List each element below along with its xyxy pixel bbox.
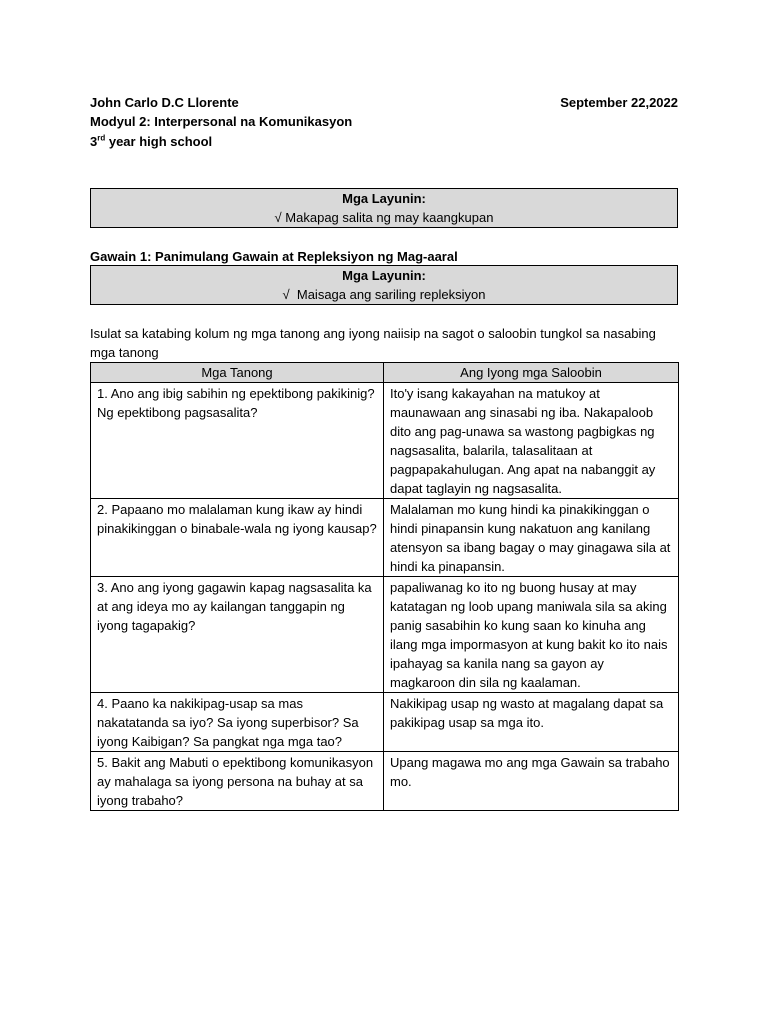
table-row [91,383,679,499]
objective-box-1-title: Mga Layunin: [342,191,426,206]
question-cell: 3. Ano ang iyong gagawin kapag nagsasalita ka at ang ideya mo ay kailangan tanggapin ng iyong tagapakig? [91,577,384,693]
questions-table [90,362,679,811]
module-title: Modyul 2: Interpersonal na Komunikasyon [90,114,353,129]
student-name: John Carlo D.C Llorente [90,95,239,110]
question-cell: 2. Papaano mo malalaman kung ikaw ay hindi pinakikinggan o binabale-wala ng iyong kausap? [91,499,384,577]
objective-box-2-item: √ Maisaga ang sariling repleksiyon [282,287,486,302]
answer-cell: Ito'y isang kakayahan na matukoy at maunawaan ang sinasabi ng iba. Nakapaloob dito ang pag-unawa sa wastong pagbigkas ng nagsasalita, balarila, talasalitaan at pagpapakahulugan. Ang apat na nabanggit ay dapat taglayin ng nagsasalita. [384,383,679,499]
table-header-row [91,363,679,383]
activity-title: Gawain 1: Panimulang Gawain at Repleksiyon ng Mag-aaral [90,249,458,264]
table-row [91,752,679,811]
objective-box-2 [90,265,678,305]
table-row [91,499,679,577]
objective-box-1-item: √ Makapag salita ng may kaangkupan [274,210,494,225]
year-number: 3 [90,134,98,149]
document-date: September 22,2022 [560,95,678,110]
answer-cell: papaliwanag ko ito ng buong husay at may katatagan ng loob upang maniwala sila sa aking panig sasabihin ko kung saan ko kinuha ang ilang mga impormasyon at kung bakit ko ito nais ipahayag sa kanila nang sa gayon ay magkaroon din sila ng kaalaman. [384,577,679,693]
question-cell: 1. Ano ang ibig sabihin ng epektibong pakikinig? Ng epektibong pagsasalita? [91,383,384,499]
objective-box-1 [90,188,678,228]
column-header-questions: Mga Tanong [91,363,384,383]
answer-cell: Upang magawa mo ang mga Gawain sa trabaho mo. [384,752,679,811]
column-header-answers: Ang Iyong mga Saloobin [384,363,679,383]
year-ordinal-suffix: rd [97,133,106,143]
year-level-text: year high school [105,134,213,149]
table-row [91,693,679,752]
instruction-text: Isulat sa katabing kolum ng mga tanong ang iyong naiisip na sagot o saloobin tungkol sa nasabing mga tanong [90,326,656,360]
question-cell: 4. Paano ka nakikipag-usap sa mas nakatatanda sa iyo? Sa iyong superbisor? Sa iyong Kaibigan? Sa pangkat nga mga tao? [91,693,384,752]
answer-cell: Nakikipag usap ng wasto at magalang dapat sa pakikipag usap sa mga ito. [384,693,679,752]
answer-cell: Malalaman mo kung hindi ka pinakikinggan o hindi pinapansin kung nakatuon ang kanilang atensyon sa ibang bagay o may ginagawa sila at hindi ka pinapansin. [384,499,679,577]
year-level [90,132,212,151]
objective-box-2-title: Mga Layunin: [342,268,426,283]
table-row [91,577,679,693]
question-cell: 5. Bakit ang Mabuti o epektibong komunikasyon ay mahalaga sa iyong persona na buhay at sa iyong trabaho? [91,752,384,811]
